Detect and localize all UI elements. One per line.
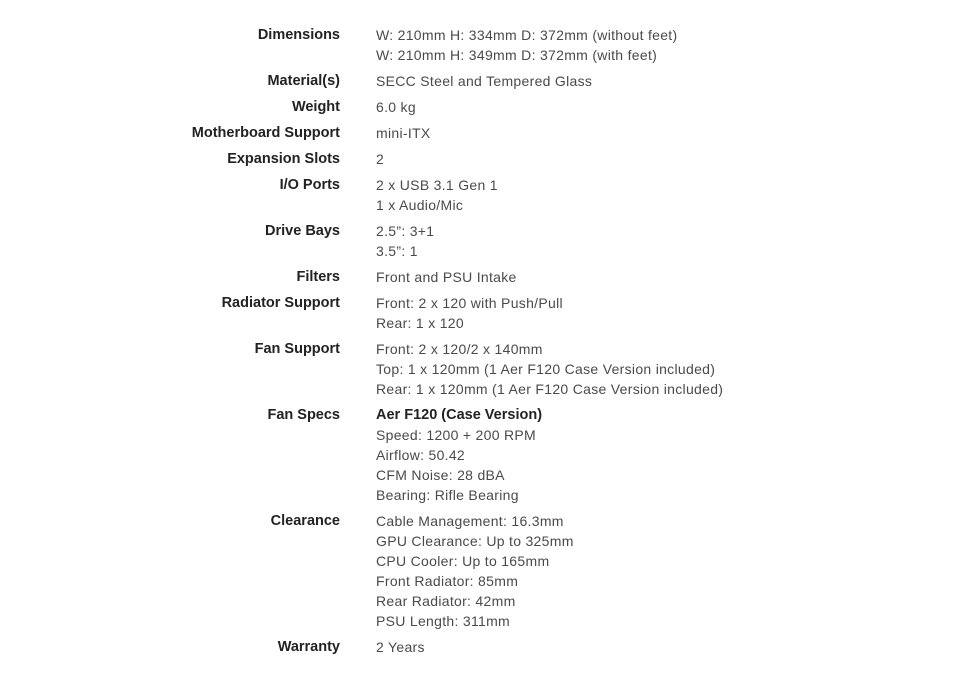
spec-values: [376, 221, 434, 261]
spec-label: Motherboard Support: [191, 125, 340, 141]
spec-value-line: 2 x USB 3.1 Gen 1: [376, 177, 498, 193]
spec-value-line: mini-ITX: [376, 125, 431, 141]
spec-value-line: Front: 2 x 120/2 x 140mm: [376, 341, 543, 357]
spec-label: Clearance: [270, 513, 340, 529]
spec-row: [0, 637, 960, 657]
spec-values: [376, 25, 677, 65]
spec-row: [0, 123, 960, 143]
spec-label: I/O Ports: [279, 177, 340, 193]
spec-row: [0, 405, 960, 505]
spec-value-line: 2: [376, 151, 385, 167]
spec-value-line: PSU Length: 311mm: [376, 613, 511, 629]
spec-value-line: 3.5”: 1: [376, 243, 418, 259]
spec-label: Filters: [296, 269, 340, 285]
spec-label: Material(s): [267, 73, 340, 89]
spec-value-line: Speed: 1200 + 200 RPM: [376, 427, 537, 443]
spec-value-line: Top: 1 x 120mm (1 Aer F120 Case Version included): [376, 361, 716, 377]
spec-value-line: Airflow: 50.42: [376, 447, 466, 463]
spec-row: [0, 71, 960, 91]
spec-value-line: Bearing: Rifle Bearing: [376, 487, 519, 503]
spec-value-line: 2.5”: 3+1: [376, 223, 435, 239]
spec-row: [0, 221, 960, 261]
spec-values: [376, 637, 425, 657]
spec-value-line: Front: 2 x 120 with Push/Pull: [376, 295, 563, 311]
spec-value-line: SECC Steel and Tempered Glass: [376, 73, 593, 89]
spec-label: Fan Support: [254, 341, 340, 357]
spec-value-line: Aer F120 (Case Version): [376, 407, 543, 423]
spec-values: [376, 293, 563, 333]
spec-values: [376, 175, 498, 215]
spec-row: [0, 149, 960, 169]
spec-value-line: Front Radiator: 85mm: [376, 573, 519, 589]
spec-value-line: W: 210mm H: 349mm D: 372mm (with feet): [376, 47, 658, 63]
spec-label: Fan Specs: [267, 407, 340, 423]
spec-row: [0, 25, 960, 65]
spec-values: [376, 71, 592, 91]
spec-values: [376, 123, 431, 143]
spec-value-line: Cable Management: 16.3mm: [376, 513, 564, 529]
spec-row: [0, 293, 960, 333]
spec-value-line: 2 Years: [376, 639, 425, 655]
spec-table: [0, 25, 960, 663]
spec-value-line: Rear: 1 x 120mm (1 Aer F120 Case Version included): [376, 381, 724, 397]
spec-values: [376, 405, 542, 505]
spec-value-line: GPU Clearance: Up to 325mm: [376, 533, 574, 549]
spec-row: [0, 267, 960, 287]
spec-values: [376, 149, 384, 169]
spec-value-line: W: 210mm H: 334mm D: 372mm (without feet): [376, 27, 678, 43]
spec-values: [376, 97, 416, 117]
spec-value-line: CFM Noise: 28 dBA: [376, 467, 505, 483]
spec-row: [0, 97, 960, 117]
spec-label: Radiator Support: [221, 295, 340, 311]
spec-row: [0, 175, 960, 215]
spec-row: [0, 339, 960, 399]
spec-label: Drive Bays: [265, 223, 340, 239]
spec-row: [0, 511, 960, 631]
spec-label: Warranty: [277, 639, 340, 655]
spec-label: Dimensions: [257, 27, 340, 43]
spec-values: [376, 511, 574, 631]
spec-value-line: Rear Radiator: 42mm: [376, 593, 516, 609]
spec-label: Expansion Slots: [227, 151, 340, 167]
spec-value-line: CPU Cooler: Up to 165mm: [376, 553, 550, 569]
spec-values: [376, 267, 517, 287]
spec-value-line: Rear: 1 x 120: [376, 315, 464, 331]
spec-value-line: Front and PSU Intake: [376, 269, 517, 285]
spec-label: Weight: [291, 99, 340, 115]
spec-value-line: 6.0 kg: [376, 99, 416, 115]
spec-values: [376, 339, 723, 399]
spec-value-line: 1 x Audio/Mic: [376, 197, 464, 213]
